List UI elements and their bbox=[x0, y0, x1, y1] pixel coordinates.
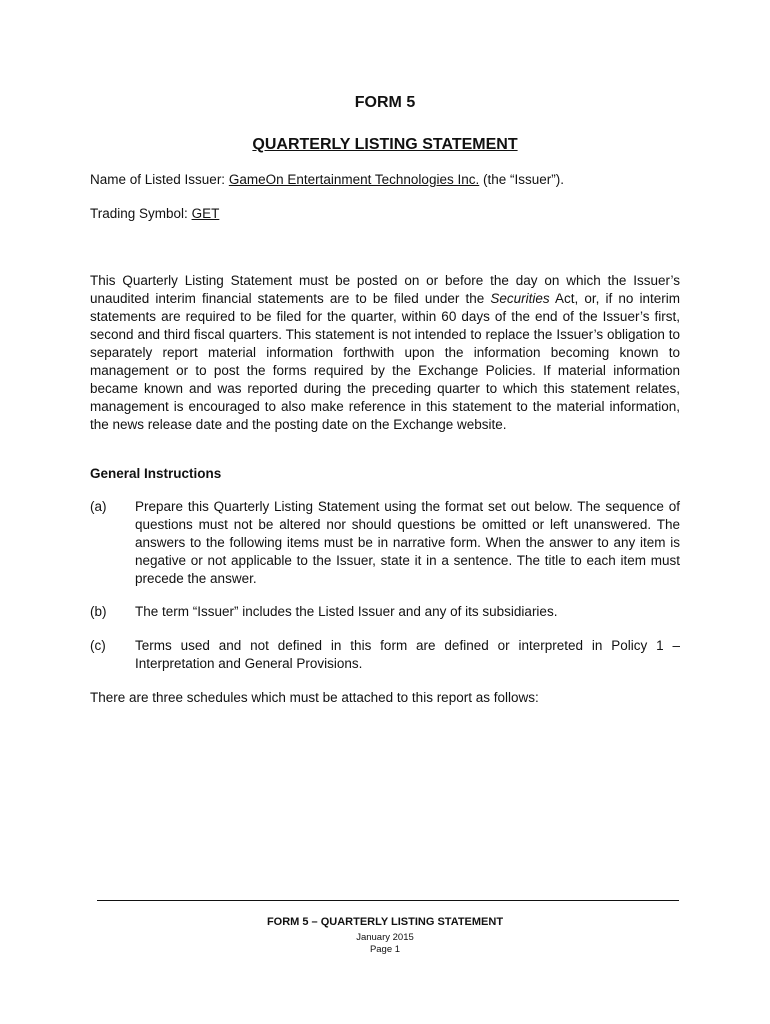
trading-symbol-value: GET bbox=[191, 206, 220, 221]
issuer-line bbox=[90, 172, 564, 187]
instruction-marker: (b) bbox=[90, 604, 107, 619]
intro-text-1: This Quarterly Listing Statement must be posted on or before the day on which the Issuer’s unaudited interim financial statements are to be filed under the bbox=[90, 273, 680, 306]
form-title: QUARTERLY LISTING STATEMENT bbox=[252, 136, 518, 153]
schedules-intro: There are three schedules which must be attached to this report as follows: bbox=[90, 690, 539, 705]
instruction-item bbox=[90, 637, 680, 673]
instruction-text: Prepare this Quarterly Listing Statement using the format set out below. The sequence of questions must not be altered nor should questions be omitted or left unanswered. The answers to the following items must be in narrative form. When the answer to any item is negative or not applicable to the Issuer, state it in a sentence. The title to each item must precede the answer. bbox=[135, 499, 680, 586]
issuer-label: Name of Listed Issuer: bbox=[90, 172, 226, 187]
issuer-name: GameOn Entertainment Technologies Inc. bbox=[228, 172, 480, 187]
intro-paragraph bbox=[90, 272, 680, 434]
instruction-item bbox=[90, 498, 680, 588]
footer-page-number: Page 1 bbox=[369, 944, 401, 955]
intro-emphasis: Securities bbox=[490, 291, 550, 306]
issuer-suffix: (the “Issuer”). bbox=[482, 172, 564, 187]
general-instructions-heading: General Instructions bbox=[90, 466, 222, 481]
footer-date: January 2015 bbox=[356, 932, 414, 943]
form-number: FORM 5 bbox=[354, 94, 416, 111]
trading-symbol-label: Trading Symbol: bbox=[90, 206, 188, 221]
footer-divider bbox=[97, 900, 679, 901]
instruction-text: Terms used and not defined in this form are defined or interpreted in Policy 1 – Interpretation and General Provisions. bbox=[135, 638, 680, 671]
trading-symbol-line bbox=[90, 206, 219, 221]
footer-title: FORM 5 – QUARTERLY LISTING STATEMENT bbox=[266, 916, 504, 928]
instruction-text: The term “Issuer” includes the Listed Issuer and any of its subsidiaries. bbox=[135, 604, 558, 619]
instruction-item bbox=[90, 603, 680, 621]
instruction-marker: (a) bbox=[90, 499, 107, 514]
intro-text-2: Act, or, if no interim statements are required to be filed for the quarter, within 60 days of the end of the Issuer’s first, second and third fiscal quarters. This statement is not intended to replace the Issuer’s obligation to separately report material information forthwith upon the information becoming known to management or to post the forms required by the Exchange Policies. If material information became known and was reported during the preceding quarter to which this statement relates, management is encouraged to also make reference in this statement to the material information, the news release date and the posting date on the Exchange website. bbox=[90, 291, 681, 432]
instruction-marker: (c) bbox=[90, 638, 106, 653]
